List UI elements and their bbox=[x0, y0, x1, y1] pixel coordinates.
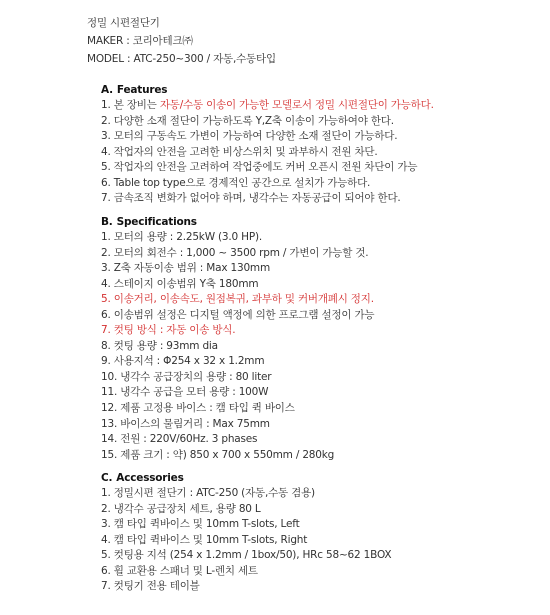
spec-text: 모터의 회전수 : 1,000 ~ 3500 rpm / 가변이 가능할 것. bbox=[113, 246, 369, 259]
feature-item bbox=[101, 129, 434, 145]
accessory-number: 4. bbox=[101, 533, 111, 546]
accessory-number: 5. bbox=[101, 549, 111, 562]
spec-number: 11. bbox=[101, 386, 118, 399]
accessory-text: 휠 교환용 스패너 및 L-렌치 세트 bbox=[113, 564, 258, 577]
specifications-title: Specifications bbox=[116, 216, 197, 228]
spec-text: 컷팅 용량 : 93mm dia bbox=[113, 339, 218, 352]
feature-item bbox=[101, 114, 434, 130]
feature-number: 2. bbox=[101, 114, 111, 127]
spec-item bbox=[101, 354, 374, 370]
feature-text: 본 장비는 bbox=[113, 99, 160, 111]
specifications-letter: B. bbox=[101, 216, 113, 228]
maker-line: MAKER : 코리아테크㈜ bbox=[87, 35, 193, 47]
feature-text: 다양한 소재 절단이 가능하도록 Y,Z축 이송이 가능하여야 한다. bbox=[113, 114, 394, 127]
spec-number: 1. bbox=[101, 231, 111, 243]
model-line: MODEL : ATC-250~300 / 자동,수동타입 bbox=[87, 53, 276, 65]
spec-item bbox=[101, 246, 374, 262]
accessory-text: 컷팅기 전용 테이블 bbox=[113, 580, 200, 593]
spec-item bbox=[101, 277, 374, 293]
feature-item bbox=[101, 145, 434, 161]
spec-item bbox=[101, 385, 374, 401]
spec-text: 제품 고정용 바이스 : 캠 타입 퀵 바이스 bbox=[120, 402, 295, 415]
accessories-heading bbox=[101, 470, 391, 486]
features-letter: A. bbox=[101, 84, 113, 96]
feature-item bbox=[101, 160, 434, 176]
feature-item bbox=[101, 176, 434, 192]
spec-number: 15. bbox=[101, 448, 118, 461]
spec-item bbox=[101, 417, 374, 433]
feature-number: 1. bbox=[101, 99, 111, 111]
feature-text: 작업자의 안전을 고려한 비상스위치 및 과부하시 전원 차단. bbox=[113, 145, 378, 158]
spec-text: 사용지석 : Φ254 x 32 x 1.2mm bbox=[113, 355, 265, 368]
accessory-text: 냉각수 공급장치 세트, 용량 80 L bbox=[113, 502, 261, 515]
spec-number: 13. bbox=[101, 417, 118, 430]
spec-text: 냉각수 공급장치의 용량 : 80 liter bbox=[120, 370, 272, 383]
spec-number: 12. bbox=[101, 402, 118, 415]
spec-item bbox=[101, 261, 374, 277]
accessory-text: 정밀시편 절단기 : ATC-250 (자동,수동 겸용) bbox=[113, 487, 315, 499]
spec-text: 제품 크기 : 약) 850 x 700 x 550mm / 280kg bbox=[120, 448, 335, 461]
spec-text: 컷팅 방식 : 자동 이송 방식. bbox=[113, 324, 236, 337]
spec-item bbox=[101, 230, 374, 246]
accessory-text: 캠 타입 퀵바이스 및 10mm T-slots, Left bbox=[113, 518, 300, 531]
feature-number: 5. bbox=[101, 161, 111, 174]
spec-number: 8. bbox=[101, 339, 111, 352]
feature-number: 4. bbox=[101, 145, 111, 158]
spec-text: 스테이지 이송범위 Y축 180mm bbox=[113, 277, 259, 290]
feature-item bbox=[101, 191, 434, 207]
accessory-item bbox=[101, 502, 391, 518]
feature-text: 모터의 구동속도 가변이 가능하여 다양한 소재 절단이 가능하다. bbox=[113, 130, 398, 143]
spec-item bbox=[101, 432, 374, 448]
accessory-item bbox=[101, 579, 391, 595]
spec-number: 10. bbox=[101, 370, 118, 383]
feature-number: 6. bbox=[101, 176, 111, 189]
feature-text: 금속조직 변화가 없어야 하며, 냉각수는 자동공급이 되어야 한다. bbox=[113, 192, 401, 205]
spec-text: 바이스의 물림거리 : Max 75mm bbox=[120, 417, 270, 430]
spec-number: 2. bbox=[101, 246, 111, 259]
accessory-number: 3. bbox=[101, 518, 111, 531]
accessory-item bbox=[101, 486, 391, 502]
feature-item bbox=[101, 98, 434, 114]
accessory-item bbox=[101, 533, 391, 549]
accessory-number: 2. bbox=[101, 502, 111, 515]
accessory-item bbox=[101, 548, 391, 564]
feature-number: 7. bbox=[101, 192, 111, 205]
specifications-heading bbox=[101, 214, 374, 230]
spec-item bbox=[101, 401, 374, 417]
features-heading bbox=[101, 82, 434, 98]
spec-item bbox=[101, 370, 374, 386]
spec-text: Z축 자동이송 범위 : Max 130mm bbox=[113, 262, 270, 275]
features-section bbox=[101, 82, 434, 207]
accessory-number: 7. bbox=[101, 580, 111, 593]
feature-number: 3. bbox=[101, 130, 111, 143]
spec-number: 6. bbox=[101, 308, 111, 321]
accessory-number: 6. bbox=[101, 564, 111, 577]
spec-text: 모터의 용량 : 2.25kW (3.0 HP). bbox=[113, 231, 263, 243]
accessories-letter: C. bbox=[101, 472, 113, 484]
specifications-section bbox=[101, 214, 374, 463]
accessories-section bbox=[101, 470, 391, 595]
spec-number: 9. bbox=[101, 355, 111, 368]
spec-text: 냉각수 공급을 모터 용량 : 100W bbox=[120, 386, 269, 399]
features-title: Features bbox=[116, 84, 168, 96]
spec-item bbox=[101, 308, 374, 324]
spec-item bbox=[101, 339, 374, 355]
spec-number: 7. bbox=[101, 324, 111, 337]
spec-number: 14. bbox=[101, 433, 118, 446]
accessory-text: 컷팅용 지석 (254 x 1.2mm / 1box/50), HRc 58~62 1BOX bbox=[113, 549, 392, 562]
spec-number: 5. bbox=[101, 293, 111, 306]
spec-text: 이송거리, 이송속도, 원점복귀, 과부하 및 커버개폐시 정지. bbox=[113, 293, 374, 306]
spec-number: 4. bbox=[101, 277, 111, 290]
accessory-item bbox=[101, 564, 391, 580]
feature-text: Table top type으로 경제적인 공간으로 설치가 가능하다. bbox=[113, 176, 371, 189]
accessory-item bbox=[101, 517, 391, 533]
spec-item-highlight bbox=[101, 323, 374, 339]
feature-highlight: 자동/수동 이송이 가능한 모델로서 정밀 시편절단이 가능하다. bbox=[159, 99, 434, 111]
spec-item bbox=[101, 448, 374, 464]
document-header bbox=[87, 14, 276, 68]
product-title: 정밀 시편절단기 bbox=[87, 17, 160, 29]
accessory-number: 1. bbox=[101, 487, 111, 499]
spec-text: 이송범위 설정은 디지털 액정에 의한 프로그램 설정이 가능 bbox=[113, 308, 375, 321]
spec-text: 전원 : 220V/60Hz. 3 phases bbox=[120, 433, 258, 446]
accessory-text: 캠 타입 퀵바이스 및 10mm T-slots, Right bbox=[113, 533, 308, 546]
spec-item-highlight bbox=[101, 292, 374, 308]
spec-number: 3. bbox=[101, 262, 111, 275]
accessories-title: Accessories bbox=[116, 472, 184, 484]
feature-text: 작업자의 안전을 고려하여 작업중에도 커버 오픈시 전원 차단이 가능 bbox=[113, 161, 418, 174]
